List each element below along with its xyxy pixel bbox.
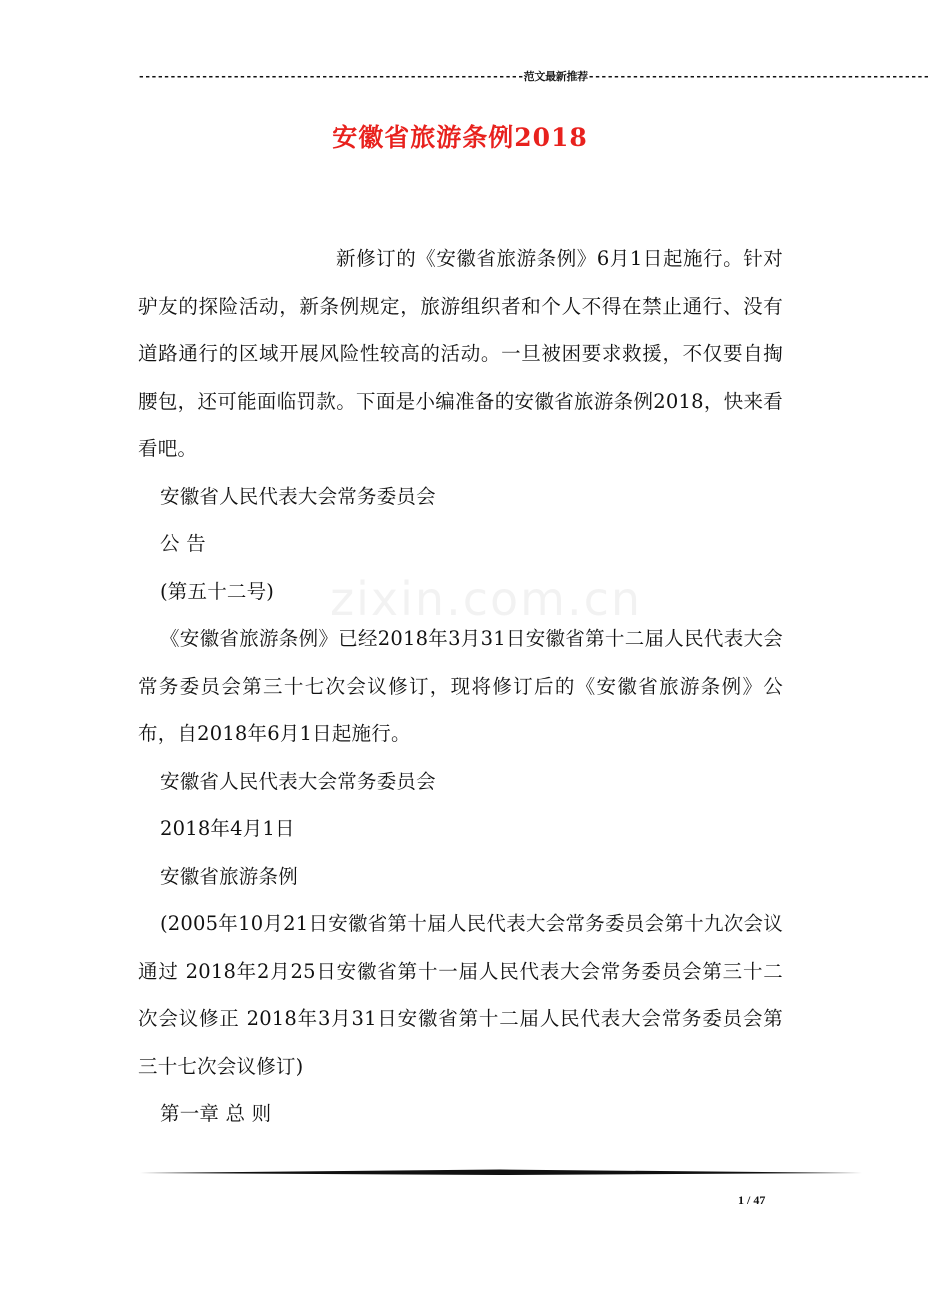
intro-paragraph: 新修订的《安徽省旅游条例》6月1日起施行。针对驴友的探险活动，新条例规定，旅游组织者和个人不得在禁止通行、没有道路通行的区域开展风险性较高的活动。一旦被困要求救援，不仅要自掏腰包，还可能面临罚款。下面是小编准备的安徽省旅游条例2018，快来看看吧。 (138, 247, 783, 460)
signature-line: 安徽省人民代表大会常务委员会 (160, 769, 436, 793)
chapter-heading: 第一章 总 则 (160, 1102, 272, 1125)
announcement-number: (第五十二号) (160, 579, 275, 603)
watermark: zixin.com.cn (330, 572, 643, 626)
header-banner: -------------------------------------------------------------范文最新推荐------------------------------------------------------ (138, 70, 929, 83)
date-line: 2018年4月1日 (160, 817, 295, 840)
document-body (138, 235, 783, 1138)
footer-rule (140, 1169, 862, 1175)
announcement-heading: 公 告 (160, 532, 206, 555)
regulation-title: 安徽省旅游条例 (160, 864, 298, 888)
page-indicator: 1 / 47 (738, 1193, 766, 1207)
document-title: 安徽省旅游条例2018 (332, 123, 588, 152)
announcement-paragraph: 《安徽省旅游条例》已经2018年3月31日安徽省第十二届人民代表大会常务委员会第三十七次会议修订，现将修订后的《安徽省旅游条例》公布，自2018年6月1日起施行。 (138, 627, 783, 745)
issuer-line: 安徽省人民代表大会常务委员会 (160, 484, 436, 508)
revision-history: (2005年10月21日安徽省第十届人民代表大会常务委员会第十九次会议通过 2018年2月25日安徽省第十一届人民代表大会常务委员会第三十二次会议修正 2018年3月31日安徽省第十二届人民代表大会常务委员会第三十七次会议修订) (138, 912, 783, 1078)
